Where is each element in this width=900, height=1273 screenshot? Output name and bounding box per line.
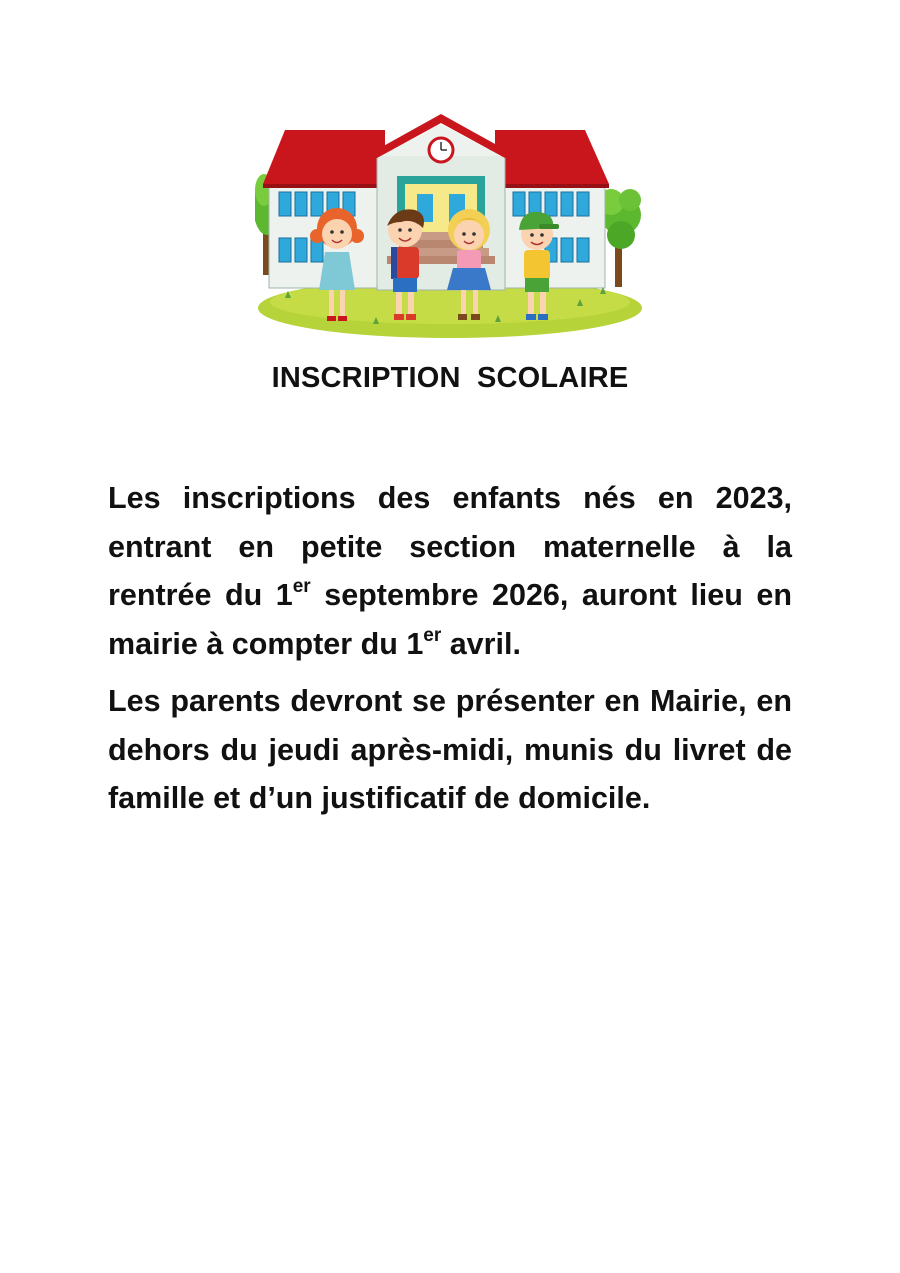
- paragraph-registration-dates: [108, 474, 792, 668]
- paragraph1-part3: avril.: [441, 626, 521, 661]
- school-illustration: [255, 110, 645, 340]
- paragraph1-part2: septembre 2026, auront lieu en mairie à compter du 1: [108, 578, 793, 661]
- page-title: INSCRIPTION SCOLAIRE: [271, 362, 629, 394]
- paragraph1-part1: Les inscriptions des enfants nés en 2023, entrant en petite section maternelle à la rentrée du 1: [108, 481, 792, 612]
- ordinal-superscript-1: er: [292, 576, 311, 597]
- clock-icon: [429, 138, 453, 162]
- school-center: [369, 114, 513, 290]
- ordinal-superscript-2: er: [423, 624, 442, 646]
- notice-body: [108, 474, 792, 832]
- paragraph-documents-required: Les parents devront se présenter en Mairie, en dehors du jeudi après-midi, munis du livret de famille et d’un justificatif de domicile.: [108, 684, 792, 815]
